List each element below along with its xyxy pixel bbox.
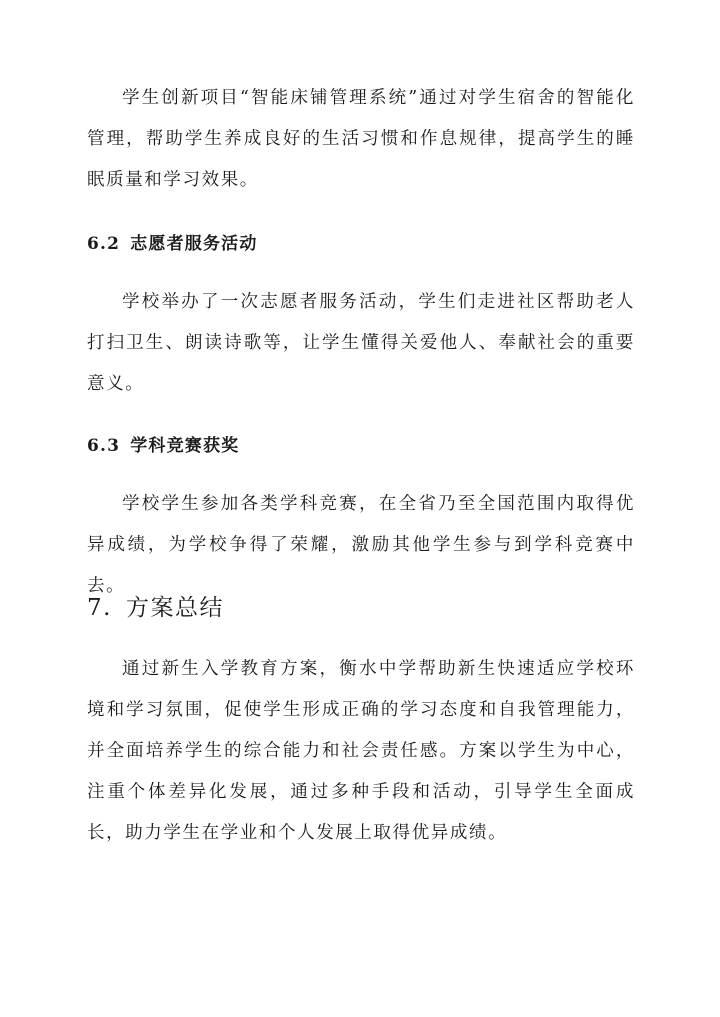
paragraph-competition-awards: 学校学生参加各类学科竞赛，在全省乃至全国范围内取得优异成绩，为学校争得了荣耀，激励其他学生参与到学科竞赛中去。 [87,494,635,596]
paragraph-volunteer-activity: 学校举办了一次志愿者服务活动，学生们走进社区帮助老人打扫卫生、朗读诗歌等，让学生懂得关爱他人、奉献社会的重要意义。 [87,292,635,394]
section-heading-6-2 [87,232,258,256]
section-title-6-3: 学科竞赛获奖 [130,436,240,456]
paragraph-smart-bed-project: 学生创新项目“智能床铺管理系统”通过对学生宿舍的智能化管理，帮助学生养成良好的生活习惯和作息规律，提高学生的睡眠质量和学习效果。 [87,88,635,190]
section-heading-6-3 [87,434,239,458]
chapter-title-7: 方案总结 [125,595,224,621]
chapter-number-7: 7. [87,595,112,621]
paragraph-plan-summary: 通过新生入学教育方案，衡水中学帮助新生快速适应学校环境和学习氛围，促使学生形成正确的学习态度和自我管理能力，并全面培养学生的综合能力和社会责任感。方案以学生为中心，注重个体差异化发展，通过多种手段和活动，引导学生全面成长，助力学生在学业和个人发展上取得优异成绩。 [87,659,635,843]
section-number-6-2: 6.2 [87,234,121,254]
chapter-heading-7 [87,593,224,623]
section-number-6-3: 6.3 [87,436,121,456]
section-title-6-2: 志愿者服务活动 [130,234,258,254]
